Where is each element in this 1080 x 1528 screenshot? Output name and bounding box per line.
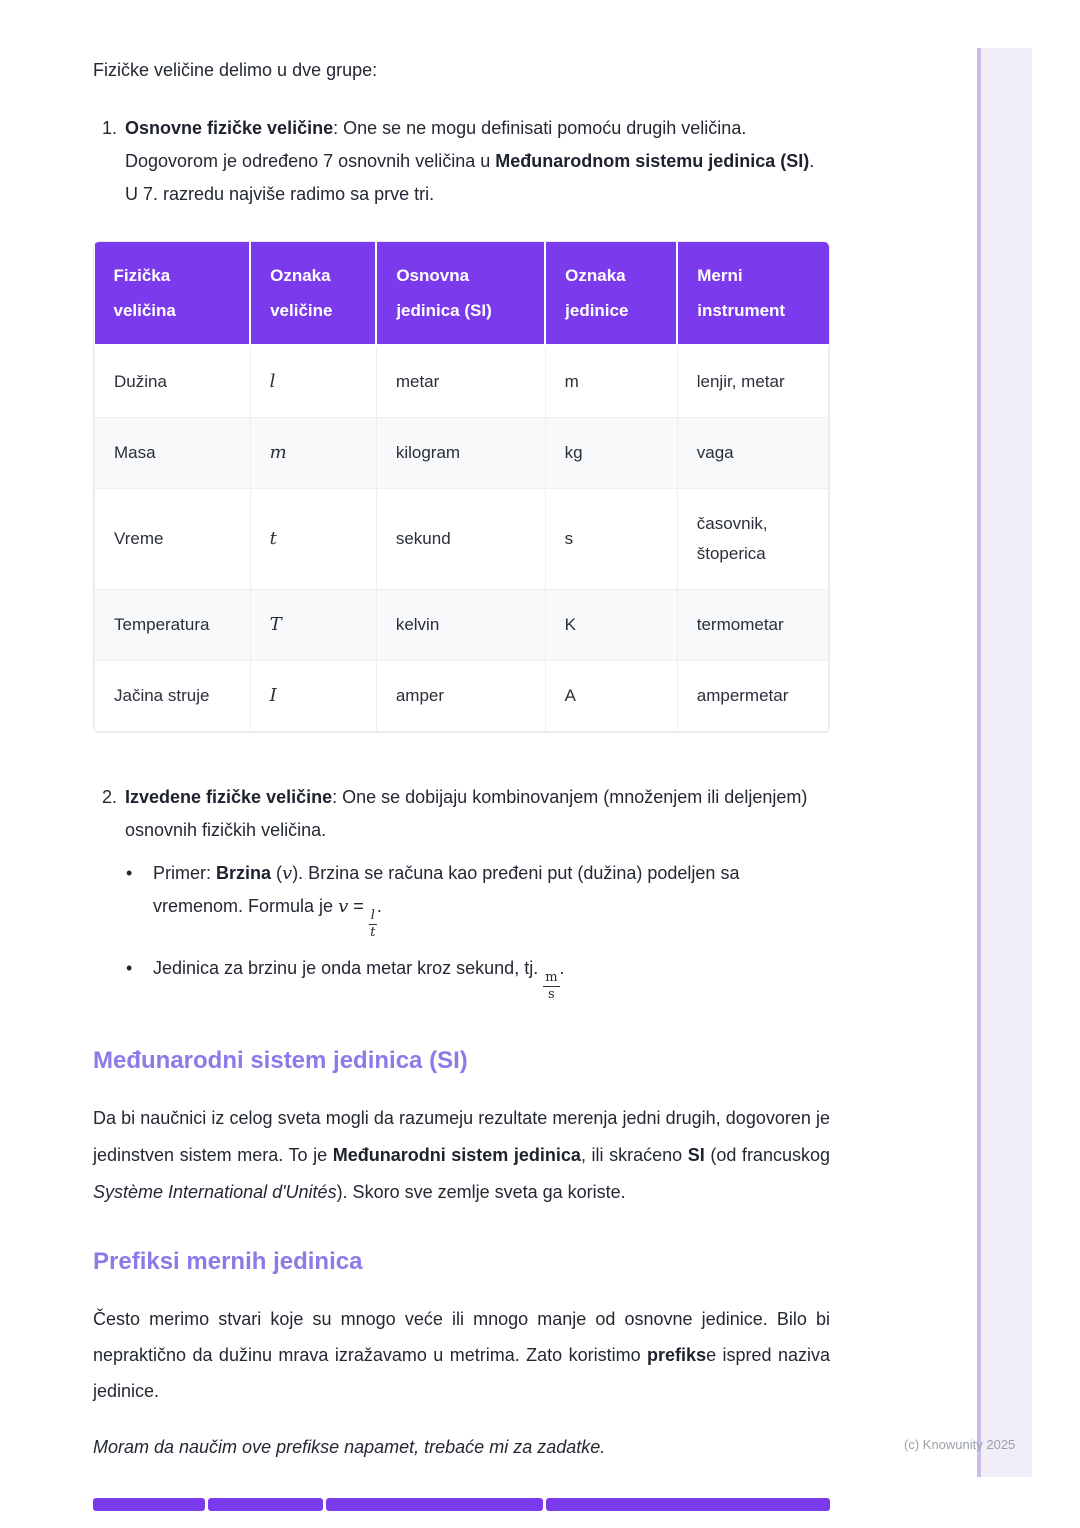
list-item-text [125,112,830,211]
copyright-credit: (c) Knowunity 2025 [904,1437,1016,1452]
bold-term: SI [687,1144,705,1165]
fraction-l-over-t [369,909,377,939]
text-run: : One se dobijaju kombinovanjem (množenjem ili deljenjem) osnovnih fizičkih veličina. [125,787,808,840]
list-item-basic-quantities [93,112,830,211]
cell-instrument: ampermetar [677,661,828,732]
table-row [95,418,829,489]
strip-segment [93,1498,205,1511]
text-run: ). Skoro sve zemlje sveta ga koriste. [336,1181,626,1202]
cell-quantity: Jačina struje [95,661,251,732]
table-row [95,346,829,418]
list-number: 2. [102,787,118,807]
bullet-speed-example [93,857,830,939]
si-paragraph [93,1100,830,1211]
fraction-m-over-s [543,971,559,1001]
cell-quantity: Vreme [95,489,251,590]
col-header-unit: Osnovna jedinica (SI) [376,242,545,346]
text-run: Jedinica za brzinu je onda metar kroz sekund, tj. [153,958,544,979]
math-var-v: v [282,863,293,884]
section-title-si: Međunarodni sistem jedinica (SI) [93,1046,468,1074]
bold-term: Osnovne fizičke veličine [125,118,334,138]
list-number: 1. [102,118,118,138]
cell-unit-symbol: m [545,346,677,418]
cell-instrument: termometar [677,590,828,661]
col-header-quantity: Fizička veličina [95,242,251,346]
table-row [95,489,829,590]
text-run: Da bi naučnici iz celog sveta mogli da razumeju rezultate merenja jedni drugih, dogovoren je jedinstven sistem mera. To je [93,1107,830,1165]
text-run: Često merimo stvari koje su mnogo veće ili mnogo manje od osnovne jedinice. Bilo bi nepraktično da dužinu mrava izražavamo u metrima. Zato koristimo [93,1308,830,1365]
text-run: . [376,896,382,916]
bold-term: Brzina [216,863,272,883]
text-run: . U 7. razredu najviše radimo sa prve tri. [125,151,815,204]
cell-unit: sekund [376,489,545,590]
fraction-denominator: t [370,924,376,940]
cell-quantity: Masa [95,418,251,489]
si-base-quantities-table [93,241,830,733]
text-run: = [348,896,369,916]
bullet-dot: • [126,958,133,979]
bold-term: prefiks [647,1344,707,1365]
cell-quantity: Temperatura [95,590,251,661]
intro-paragraph: Fizičke veličine delimo u dve grupe: [93,60,378,80]
cell-unit: kelvin [376,590,545,661]
text-run: e ispred naziva jedinice. [93,1344,830,1401]
cell-symbol: I [250,661,376,732]
text-run: : One se ne mogu definisati pomoću drugih veličina. Dogovorom je određeno 7 osnovnih veličina u [125,118,747,171]
prefixes-paragraph [93,1301,830,1409]
bullet-text [153,952,830,1001]
col-header-instrument: Merni instrument [677,242,828,346]
section-title-prefixes: Prefiksi mernih jedinica [93,1247,363,1275]
fraction-denominator: s [548,986,555,1002]
next-table-header-strip [93,1498,830,1511]
math-var-v: v [338,896,349,917]
text-run: , ili skraćeno [580,1144,688,1165]
cell-instrument: lenjir, metar [677,346,828,418]
fraction-numerator: l [370,908,375,923]
cell-unit: metar [376,346,545,418]
bullet-text [153,857,830,939]
text-run: ). Brzina se računa kao pređeni put (dužina) podeljen sa vremenom. Formula je [153,863,740,916]
bold-term: Međunarodni sistem jedinica [332,1144,581,1165]
strip-segment [546,1498,830,1511]
table-row [95,590,829,661]
cell-unit-symbol: A [545,661,677,732]
page-edge-panel [981,48,1032,1477]
cell-unit-symbol: K [545,590,677,661]
text-run: . [559,958,565,979]
cell-unit-symbol: s [545,489,677,590]
text-run: (od francuskog [704,1144,830,1165]
cell-unit-symbol: kg [545,418,677,489]
personal-note-italic: Moram da naučim ove prefikse napamet, trebaće mi za zadatke. [93,1436,606,1457]
table [94,242,829,732]
col-header-symbol: Oznaka veličine [250,242,376,346]
cell-unit: kilogram [376,418,545,489]
strip-segment [326,1498,543,1511]
cell-instrument: časovnik, štoperica [677,489,828,590]
bold-term: Izvedene fizičke veličine [125,787,333,807]
cell-symbol: m [250,418,376,489]
bullet-speed-unit [93,952,830,1001]
text-run: ( [271,863,283,883]
list-item-derived-quantities [93,781,830,847]
cell-unit: amper [376,661,545,732]
cell-symbol: t [250,489,376,590]
list-item-text [125,781,830,847]
text-run: Primer: [153,863,216,883]
col-header-unit-symbol: Oznaka jedinice [545,242,677,346]
bullet-dot: • [126,863,133,883]
cell-symbol: T [250,590,376,661]
italic-term: Système International d'Unités [93,1181,337,1202]
strip-segment [208,1498,323,1511]
page-content [93,0,830,1511]
table-header-row [95,242,829,346]
fraction-numerator: m [545,970,558,986]
table-row [95,661,829,732]
cell-symbol: l [250,346,376,418]
bold-term: Međunarodnom sistemu jedinica (SI) [495,151,810,171]
cell-instrument: vaga [677,418,828,489]
cell-quantity: Dužina [95,346,251,418]
